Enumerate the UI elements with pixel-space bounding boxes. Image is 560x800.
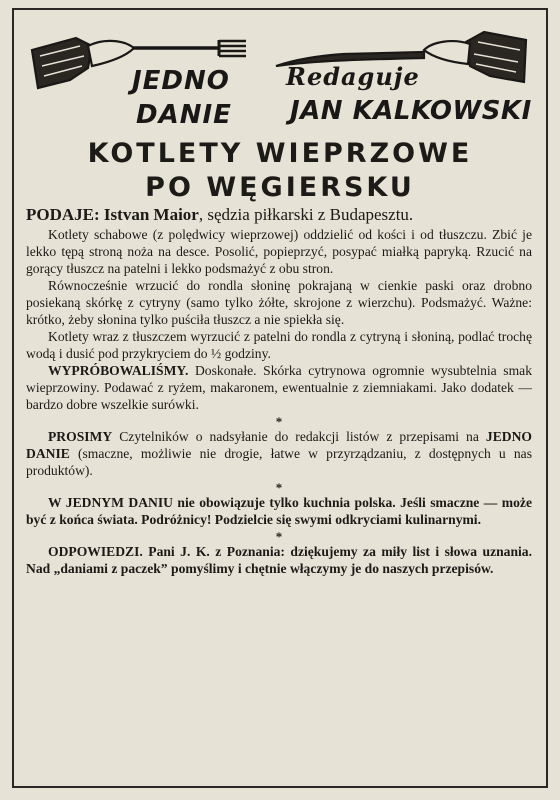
byline-label: PODAJE: (26, 205, 100, 224)
byline-name: Istvan Maior (103, 205, 199, 224)
paragraph-3: Kotlety wraz z tłuszczem wyrzucić z patelni do rondla z cytryną i słoniną, podlać trochę wodą i dusić pod przykryciem do ½ godziny. (26, 329, 532, 361)
tested-label: WYPRÓBOWALIŚMY. (48, 363, 189, 378)
paragraph-2: Równocześnie wrzucić do rondla słoninę pokrajaną w cienkie paski oraz drobno posiekaną skórkę z cytryny (samo tylko żółte, skrojone z wierzchu). Podsmażyć. Ważne: krótko, żeby słonina tylko puściła tłuszcz a nie spiekła się. (26, 278, 532, 327)
article-body (26, 205, 532, 577)
note-request (26, 428, 532, 479)
editor-label: Redaguje (286, 62, 420, 91)
article-title-line1: KOTLETY WIEPRZOWE (87, 138, 473, 169)
tested-paragraph (26, 362, 532, 413)
separator-star-3: * (275, 529, 283, 544)
note-world-label: W JEDNYM DANIU (48, 495, 173, 510)
note-request-label: PROSIMY (48, 429, 113, 444)
masthead (14, 10, 546, 128)
separator-star-2: * (275, 480, 283, 495)
editor-name: JAN KALKOWSKI (290, 96, 532, 126)
note-answers-label: ODPOWIEDZI. (48, 544, 143, 559)
note-request-emph: JEDNO DANIE (26, 429, 532, 461)
separator-star-1: * (275, 414, 283, 429)
note-world (26, 494, 532, 528)
note-request-text-b: (smaczne, możliwie nie drogie, łatwe w przyrządzaniu, z dostępnych u nas produktów). (26, 446, 532, 478)
paragraph-1: Kotlety schabowe (z polędwicy wieprzowej) oddzielić od kości i od tłuszczu. Zbić je lekko tępą stroną noża na desce. Posolić, popieprzyć, posypać miałką papryką. Rzucić na gorący tłuszcz na patelni i lekko podsmażyć z obu stron. (26, 227, 532, 276)
note-request-text-a: Czytelników o nadsyłanie do redakcji listów z przepisami na (112, 429, 486, 444)
tested-text: Doskonałe. Skórka cytrynowa ogromnie wysubtelnia smak wieprzowiny. Podawać z ryżem, makaronem, ewentualnie z ziemniakami. Jako dodatek — bardzo dobre wszelkie surówki. (26, 363, 532, 412)
byline (26, 205, 532, 225)
byline-rest: , sędzia piłkarski z Budapesztu. (198, 205, 414, 224)
note-answers (26, 543, 532, 577)
note-world-text: nie obowiązuje tylko kuchnia polska. Jeśli smaczne — może być z końca świata. Podróżnicy! Podzielcie się swymi odkryciami kulinarnymi. (26, 495, 532, 527)
note-answers-text: Pani J. K. z Poznania: dziękujemy za miły list i słowa uznania. Nad „daniami z paczek” pomyślimy i chętnie włączymy je do naszych przepisów. (26, 544, 532, 576)
column-name-line2: DANIE (136, 100, 232, 130)
column-name-line1: JEDNO (132, 66, 230, 96)
article-title-line2: PO WĘGIERSKU (145, 172, 415, 203)
